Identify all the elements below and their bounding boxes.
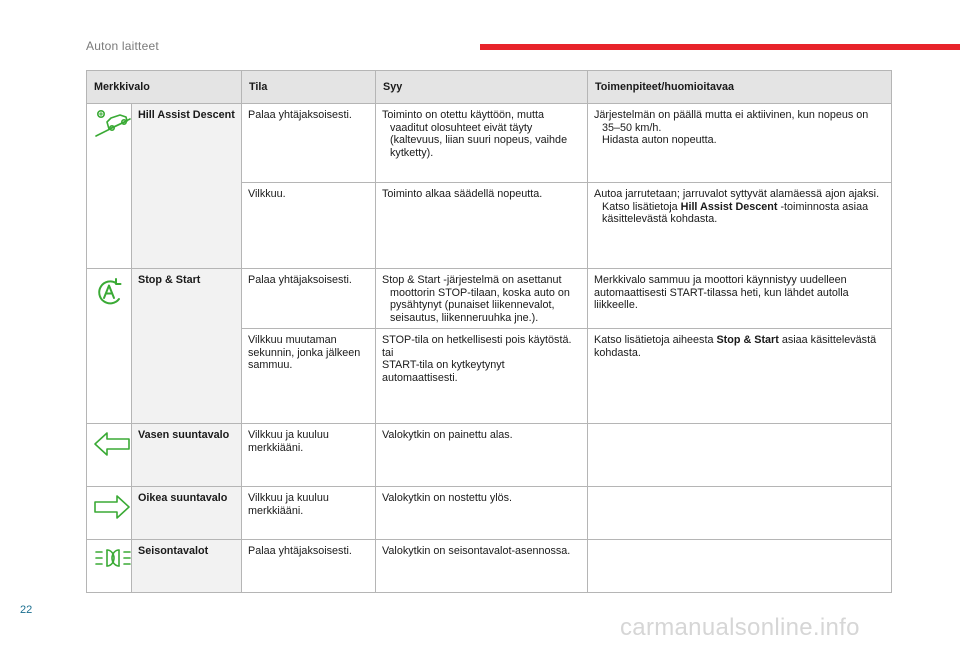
table-row (87, 269, 892, 329)
page-number: 22 (20, 604, 33, 616)
state-cell: Vilkkuu muutaman sekunnin, jonka jälkeen sammuu. (242, 329, 376, 424)
action-cell: Katso lisätietoja aiheesta Stop & Start asiaa käsittelevästä kohdasta. (588, 329, 892, 424)
column-header-merkkivalo: Merkkivalo (87, 71, 242, 104)
icon-cell (87, 540, 132, 593)
hill-descent-icon (93, 109, 125, 139)
cause-cell: Stop & Start -järjestelmä on asettanut moottorin STOP-tilaan, koska auto on pysähtynyt (punaiset liikennevalot, seisautus, liikenneruuhka jne.). (376, 269, 588, 329)
table-header-row (87, 71, 892, 104)
column-header-tila: Tila (242, 71, 376, 104)
cause-cell: Toiminto alkaa säädellä nopeutta. (376, 183, 588, 269)
state-cell: Palaa yhtäjaksoisesti. (242, 540, 376, 593)
icon-cell (87, 424, 132, 487)
indicator-name: Seisontavalot (132, 540, 242, 593)
header-accent-bar (480, 44, 960, 50)
state-cell: Palaa yhtäjaksoisesti. (242, 269, 376, 329)
icon-cell (87, 269, 132, 424)
action-cell (588, 424, 892, 487)
warning-lights-table (86, 70, 892, 593)
cause-cell: STOP-tila on hetkellisesti pois käytöstä. tai START-tila on kytkeytynyt automaattisesti. (376, 329, 588, 424)
indicator-name: Oikea suuntavalo (132, 487, 242, 540)
icon-cell (87, 104, 132, 269)
action-cell: Autoa jarrutetaan; jarruvalot syttyvät alamäessä ajon ajaksi. Katso lisätietoja Hill Assist Descent -toiminnosta asiaa käsittelevästä kohdasta. (588, 183, 892, 269)
left-arrow-icon (93, 429, 125, 459)
section-title: Auton laitteet (86, 39, 159, 53)
cause-cell: Valokytkin on nostettu ylös. (376, 487, 588, 540)
state-cell: Vilkkuu ja kuuluu merkkiääni. (242, 487, 376, 540)
indicator-name: Vasen suuntavalo (132, 424, 242, 487)
state-cell: Palaa yhtäjaksoisesti. (242, 104, 376, 183)
action-cell (588, 487, 892, 540)
cause-cell: Toiminto on otettu käyttöön, mutta vaaditut olosuhteet eivät täyty (kaltevuus, liian suuri nopeus, vaihde kytketty). (376, 104, 588, 183)
action-cell (588, 540, 892, 593)
state-cell: Vilkkuu. (242, 183, 376, 269)
table-row (87, 104, 892, 183)
action-cell: Järjestelmän on päällä mutta ei aktiivinen, kun nopeus on 35–50 km/h. Hidasta auton nopeutta. (588, 104, 892, 183)
right-arrow-icon (93, 492, 125, 522)
column-header-toimenpiteet: Toimenpiteet/huomioitavaa (588, 71, 892, 104)
indicator-name: Hill Assist Descent (132, 104, 242, 269)
table-row (87, 487, 892, 540)
cause-cell: Valokytkin on painettu alas. (376, 424, 588, 487)
column-header-syy: Syy (376, 71, 588, 104)
watermark: carmanualsonline.info (620, 614, 860, 641)
action-cell: Merkkivalo sammuu ja moottori käynnistyy uudelleen automaattisesti START-tilassa heti, kun lähdet autolla liikkeelle. (588, 269, 892, 329)
table-row (87, 540, 892, 593)
table-row (87, 424, 892, 487)
state-cell: Vilkkuu ja kuuluu merkkiääni. (242, 424, 376, 487)
indicator-name: Stop & Start (132, 269, 242, 424)
icon-cell (87, 487, 132, 540)
stop-start-icon (93, 277, 125, 307)
cause-cell: Valokytkin on seisontavalot-asennossa. (376, 540, 588, 593)
parking-lights-icon (93, 546, 125, 570)
